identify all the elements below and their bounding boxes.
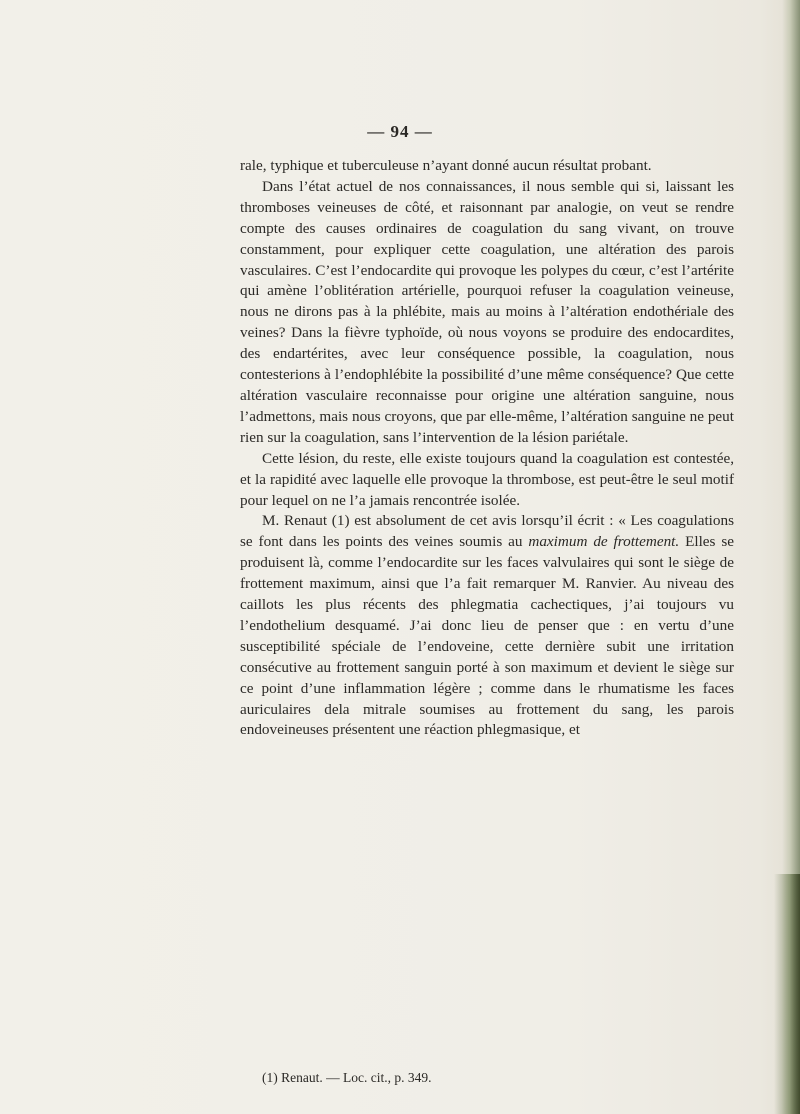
paragraph: Cette lésion, du reste, elle existe toujours quand la coagulation est contestée, et la rapidité avec laquelle elle provoque la thrombose, est peut-être le seul motif pour lequel on ne l’a jamais rencontrée isolée. [240, 449, 734, 509]
footnote: (1) Renaut. — Loc. cit., p. 349. [262, 1070, 432, 1085]
paragraph-text: M. Renaut (1) est absolument de cet avis lorsqu’il écrit : « Les coagulations se font dans les points des veines soumis au [240, 512, 734, 551]
paragraph-quote [240, 511, 734, 741]
paragraph: Dans l’état actuel de nos connaissances, il nous semble qui si, laissant les thromboses veineuses de côté, et raisonnant par analogie, on veut se rendre compte des causes ordinaires de coagulation du sang vivant, on trouve constamment, pour expliquer cette coagulation, une altération des parois vasculaires. C’est l’endocardite qui provoque les polypes du cœur, c’est l’artérite qui amène l’oblitération artérielle, pourquoi refuser la coagulation veineuse, nous ne dirons pas à la phlébite, mais au moins à l’altération endothériale des veines? Dans la fièvre typhoïde, où nous voyons se produire des endocardites, des endartérites, avec leur conséquence possible, la coagulation, nous contesterions à l’endophlébite la possibilité d’une même conséquence? Que cette altération vasculaire reconnaisse pour origine une altération sanguine, nous l’admettons, mais nous croyons, que par elle-même, l’altération sanguine ne peut rien sur la coagulation, sans l’intervention de la lésion pariétale. [240, 177, 734, 446]
page-corner-stain [774, 874, 800, 1114]
body-text [240, 156, 734, 741]
italic-emphasis: maximum de frottement. [528, 533, 680, 551]
paragraph-continuation: rale, typhique et tuberculeuse n’ayant donné aucun résultat probant. [240, 157, 652, 174]
paragraph-text: Elles se produisent là, comme l’endocardite sur les faces valvulaires qui sont le siège de frottement maximum, ainsi que l’a fait remarquer M. Ranvier. Au niveau des caillots les plus récents des phlegmatia cachectiques, j’ai toujours vu l’endothelium desquamé. J’ai donc lieu de penser que : en vertu d’une susceptibilité spéciale de l’endoveine, cette dernière subit une irritation consécutive au frottement sanguin porté à son maximum et devient le siège sur ce point d’une inflammation légère ; comme dans le rhumatisme les faces auriculaires dela mitrale soumises au frottement du sang, les parois endoveineuses présentent une réaction phlegmasique, et [240, 533, 734, 739]
page-number: — 94 — [367, 122, 433, 141]
